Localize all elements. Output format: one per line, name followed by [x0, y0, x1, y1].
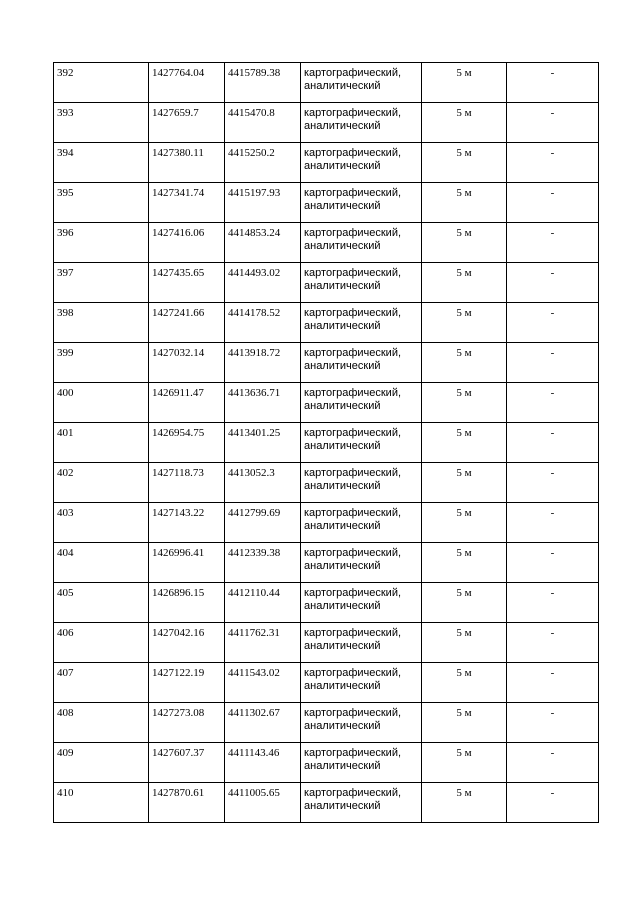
method-cell: картографический, аналитический — [301, 783, 422, 823]
accuracy-cell: 5 м — [422, 383, 507, 423]
point-number-cell: 408 — [54, 703, 149, 743]
table-row — [54, 663, 599, 703]
accuracy-cell: 5 м — [422, 703, 507, 743]
accuracy-cell: 5 м — [422, 503, 507, 543]
y-coordinate-cell: 4412339.38 — [225, 543, 301, 583]
y-coordinate-cell: 4413052.3 — [225, 463, 301, 503]
point-number-cell: 403 — [54, 503, 149, 543]
method-cell: картографический, аналитический — [301, 183, 422, 223]
table-row — [54, 423, 599, 463]
accuracy-cell: 5 м — [422, 183, 507, 223]
coordinates-table — [53, 62, 599, 823]
x-coordinate-cell: 1427042.16 — [149, 623, 225, 663]
point-number-cell: 409 — [54, 743, 149, 783]
y-coordinate-cell: 4411005.65 — [225, 783, 301, 823]
accuracy-cell: 5 м — [422, 223, 507, 263]
note-cell: - — [507, 703, 599, 743]
point-number-cell: 401 — [54, 423, 149, 463]
note-cell: - — [507, 263, 599, 303]
note-cell: - — [507, 663, 599, 703]
x-coordinate-cell: 1427380.11 — [149, 143, 225, 183]
method-cell: картографический, аналитический — [301, 303, 422, 343]
method-cell: картографический, аналитический — [301, 383, 422, 423]
table-row — [54, 343, 599, 383]
note-cell: - — [507, 223, 599, 263]
point-number-cell: 402 — [54, 463, 149, 503]
accuracy-cell: 5 м — [422, 583, 507, 623]
x-coordinate-cell: 1426896.15 — [149, 583, 225, 623]
accuracy-cell: 5 м — [422, 303, 507, 343]
method-cell: картографический, аналитический — [301, 623, 422, 663]
x-coordinate-cell: 1426996.41 — [149, 543, 225, 583]
y-coordinate-cell: 4413918.72 — [225, 343, 301, 383]
method-cell: картографический, аналитический — [301, 63, 422, 103]
table-row — [54, 503, 599, 543]
note-cell: - — [507, 783, 599, 823]
y-coordinate-cell: 4414178.52 — [225, 303, 301, 343]
y-coordinate-cell: 4413401.25 — [225, 423, 301, 463]
x-coordinate-cell: 1427435.65 — [149, 263, 225, 303]
table-row — [54, 263, 599, 303]
accuracy-cell: 5 м — [422, 623, 507, 663]
point-number-cell: 395 — [54, 183, 149, 223]
point-number-cell: 397 — [54, 263, 149, 303]
accuracy-cell: 5 м — [422, 463, 507, 503]
point-number-cell: 398 — [54, 303, 149, 343]
note-cell: - — [507, 423, 599, 463]
point-number-cell: 404 — [54, 543, 149, 583]
point-number-cell: 400 — [54, 383, 149, 423]
x-coordinate-cell: 1427607.37 — [149, 743, 225, 783]
table-row — [54, 103, 599, 143]
x-coordinate-cell: 1427122.19 — [149, 663, 225, 703]
method-cell: картографический, аналитический — [301, 583, 422, 623]
note-cell: - — [507, 543, 599, 583]
x-coordinate-cell: 1427416.06 — [149, 223, 225, 263]
table-row — [54, 63, 599, 103]
x-coordinate-cell: 1427273.08 — [149, 703, 225, 743]
accuracy-cell: 5 м — [422, 783, 507, 823]
note-cell: - — [507, 143, 599, 183]
y-coordinate-cell: 4411302.67 — [225, 703, 301, 743]
x-coordinate-cell: 1427143.22 — [149, 503, 225, 543]
y-coordinate-cell: 4411143.46 — [225, 743, 301, 783]
method-cell: картографический, аналитический — [301, 543, 422, 583]
table-row — [54, 463, 599, 503]
method-cell: картографический, аналитический — [301, 223, 422, 263]
accuracy-cell: 5 м — [422, 543, 507, 583]
y-coordinate-cell: 4414853.24 — [225, 223, 301, 263]
y-coordinate-cell: 4415789.38 — [225, 63, 301, 103]
note-cell: - — [507, 503, 599, 543]
x-coordinate-cell: 1427241.66 — [149, 303, 225, 343]
x-coordinate-cell: 1426954.75 — [149, 423, 225, 463]
x-coordinate-cell: 1427118.73 — [149, 463, 225, 503]
accuracy-cell: 5 м — [422, 63, 507, 103]
coordinates-table-body — [54, 63, 599, 823]
y-coordinate-cell: 4413636.71 — [225, 383, 301, 423]
note-cell: - — [507, 303, 599, 343]
table-row — [54, 303, 599, 343]
accuracy-cell: 5 м — [422, 103, 507, 143]
table-row — [54, 183, 599, 223]
method-cell: картографический, аналитический — [301, 703, 422, 743]
y-coordinate-cell: 4414493.02 — [225, 263, 301, 303]
point-number-cell: 407 — [54, 663, 149, 703]
point-number-cell: 406 — [54, 623, 149, 663]
note-cell: - — [507, 183, 599, 223]
y-coordinate-cell: 4415250.2 — [225, 143, 301, 183]
x-coordinate-cell: 1427032.14 — [149, 343, 225, 383]
note-cell: - — [507, 743, 599, 783]
method-cell: картографический, аналитический — [301, 143, 422, 183]
table-row — [54, 703, 599, 743]
method-cell: картографический, аналитический — [301, 343, 422, 383]
note-cell: - — [507, 343, 599, 383]
note-cell: - — [507, 583, 599, 623]
point-number-cell: 394 — [54, 143, 149, 183]
accuracy-cell: 5 м — [422, 663, 507, 703]
accuracy-cell: 5 м — [422, 343, 507, 383]
note-cell: - — [507, 103, 599, 143]
accuracy-cell: 5 м — [422, 423, 507, 463]
point-number-cell: 392 — [54, 63, 149, 103]
table-row — [54, 783, 599, 823]
y-coordinate-cell: 4415197.93 — [225, 183, 301, 223]
method-cell: картографический, аналитический — [301, 103, 422, 143]
note-cell: - — [507, 463, 599, 503]
method-cell: картографический, аналитический — [301, 423, 422, 463]
point-number-cell: 396 — [54, 223, 149, 263]
x-coordinate-cell: 1427659.7 — [149, 103, 225, 143]
point-number-cell: 405 — [54, 583, 149, 623]
table-row — [54, 743, 599, 783]
x-coordinate-cell: 1427764.04 — [149, 63, 225, 103]
table-row — [54, 143, 599, 183]
method-cell: картографический, аналитический — [301, 503, 422, 543]
method-cell: картографический, аналитический — [301, 663, 422, 703]
note-cell: - — [507, 63, 599, 103]
x-coordinate-cell: 1427870.61 — [149, 783, 225, 823]
point-number-cell: 399 — [54, 343, 149, 383]
y-coordinate-cell: 4412110.44 — [225, 583, 301, 623]
accuracy-cell: 5 м — [422, 143, 507, 183]
point-number-cell: 393 — [54, 103, 149, 143]
method-cell: картографический, аналитический — [301, 743, 422, 783]
table-row — [54, 383, 599, 423]
note-cell: - — [507, 383, 599, 423]
table-row — [54, 223, 599, 263]
method-cell: картографический, аналитический — [301, 263, 422, 303]
note-cell: - — [507, 623, 599, 663]
x-coordinate-cell: 1426911.47 — [149, 383, 225, 423]
x-coordinate-cell: 1427341.74 — [149, 183, 225, 223]
table-row — [54, 583, 599, 623]
y-coordinate-cell: 4411543.02 — [225, 663, 301, 703]
y-coordinate-cell: 4412799.69 — [225, 503, 301, 543]
y-coordinate-cell: 4415470.8 — [225, 103, 301, 143]
accuracy-cell: 5 м — [422, 263, 507, 303]
point-number-cell: 410 — [54, 783, 149, 823]
y-coordinate-cell: 4411762.31 — [225, 623, 301, 663]
table-row — [54, 623, 599, 663]
table-row — [54, 543, 599, 583]
accuracy-cell: 5 м — [422, 743, 507, 783]
method-cell: картографический, аналитический — [301, 463, 422, 503]
